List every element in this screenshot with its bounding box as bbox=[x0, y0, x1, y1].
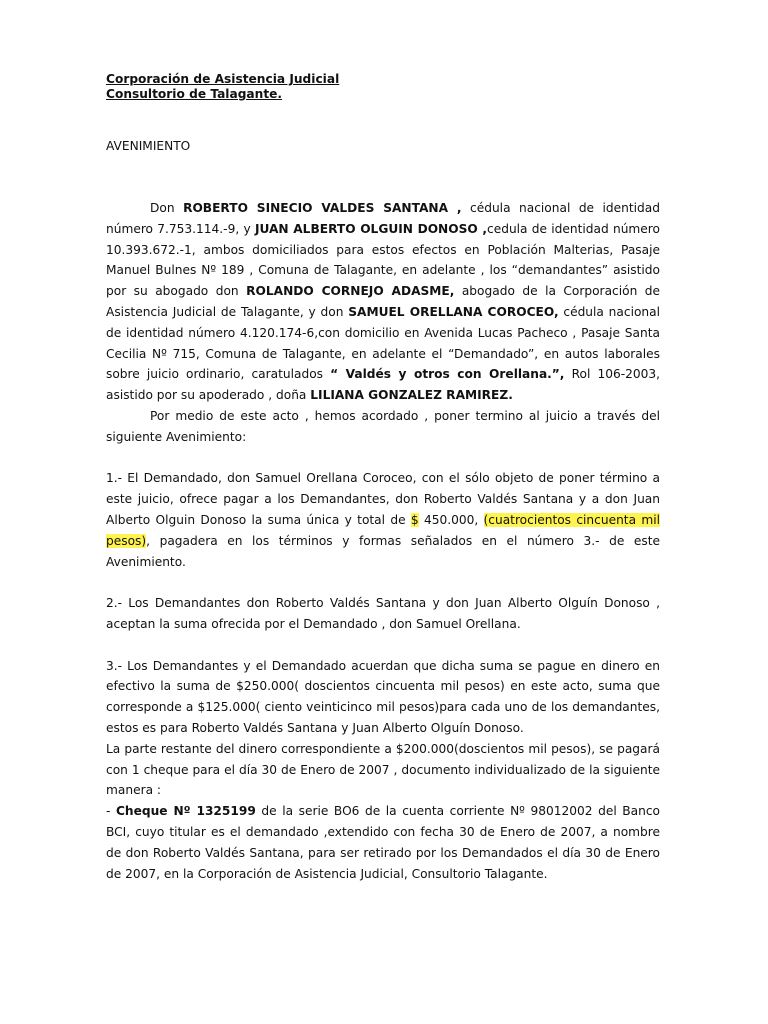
name-roberto: ROBERTO SINECIO VALDES SANTANA , bbox=[183, 201, 462, 215]
clause-3: 3.- Los Demandantes y el Demandado acuerdan que dicha suma se pague en dinero en efectivo la suma de $250.000( doscientos cincuenta mil pesos) en este acto, suma que corresponde a $125.000( ciento veinticinco mil pesos)para cada uno de los demandantes, estos es para Roberto Valdés Santana y Juan Alberto Olguín Donoso. bbox=[106, 658, 660, 735]
text-run: cedula de identidad número 10.393.672.-1, ambos domiciliados para estos efectos en Población Malterias, Pasaje Manuel Bulnes Nº 189 , Comuna de Talagante, en adelante , los “demandantes” asistido por su abogado don bbox=[106, 221, 660, 299]
name-juan: JUAN ALBERTO OLGUIN DONOSO , bbox=[254, 221, 488, 236]
paragraph-intro: Por medio de este acto , hemos acordado , poner termino al juicio a través del siguiente Avenimiento: bbox=[106, 408, 660, 444]
spacer bbox=[106, 448, 660, 469]
text-run: abogado de la Corporación de Asistencia Judicial de Talagante, y don bbox=[106, 284, 661, 319]
spacer bbox=[106, 635, 660, 656]
highlighted-text: $ bbox=[410, 512, 419, 527]
text-run: Don bbox=[150, 201, 184, 215]
text-run: Rol 106-2003, asistido por su apoderado , doña bbox=[106, 367, 661, 403]
text-run: cédula nacional de identidad número 7.753.114.-9, y bbox=[106, 201, 660, 236]
document-body bbox=[106, 198, 660, 884]
text-run: , pagadera en los términos y formas señalados en el número 3.- de este Avenimiento. bbox=[106, 533, 660, 569]
cheque-number: Cheque Nº 1325199 bbox=[115, 804, 256, 819]
text-run: - bbox=[106, 804, 116, 819]
name-liliana: LILIANA GONZALEZ RAMIREZ. bbox=[310, 388, 513, 403]
name-rolando: ROLANDO CORNEJO ADASME, bbox=[246, 284, 455, 299]
clause-1 bbox=[106, 468, 660, 572]
text-run: 1.- El Demandado, don Samuel Orellana Coroceo, con el sólo objeto de poner término a este juicio, ofrece pagar a los Demandantes, don Roberto Valdés Santana y a don Juan Alberto Olguin Donoso la suma única y total de bbox=[106, 471, 660, 527]
clause-2: 2.- Los Demandantes don Roberto Valdés Santana y don Juan Alberto Olguín Donoso , aceptan la suma ofrecida por el Demandado , don Samuel Orellana. bbox=[106, 596, 660, 631]
cheque-detail bbox=[106, 801, 660, 884]
header-organization: Corporación de Asistencia Judicial bbox=[106, 72, 340, 86]
document-title: AVENIMIENTO bbox=[106, 139, 191, 153]
paragraph-parties bbox=[106, 198, 660, 406]
text-run: de la serie BO6 de la cuenta corriente Nº 98012002 del Banco BCI, cuyo titular es el demandado ,extendido con fecha 30 de Enero de 2007, a nombre de don Roberto Valdés Santana, para ser retirado por los Demandados el día 30 de Enero de 2007, en la Corporación de Asistencia Judicial, Consultorio Talagante. bbox=[106, 804, 660, 881]
clause-3-remainder: La parte restante del dinero correspondiente a $200.000(doscientos mil pesos), se pagará con 1 cheque para el día 30 de Enero de 2007 , documento individualizado de la siguiente manera : bbox=[106, 741, 660, 798]
name-samuel: SAMUEL ORELLANA COROCEO, bbox=[348, 304, 559, 319]
case-caption: “ Valdés y otros con Orellana.”, bbox=[330, 367, 565, 382]
spacer bbox=[106, 572, 660, 593]
text-run: 450.000, bbox=[418, 512, 484, 527]
highlighted-text: (cuatrocientos cincuenta mil pesos) bbox=[106, 512, 660, 548]
text-run: cédula nacional de identidad número 4.120.174-6,con domicilio en Avenida Lucas Pacheco , Pasaje Santa Cecilia Nº 715, Comuna de Talagante, en adelante el “Demandado”, en autos laborales sobre juicio ordinario, caratulados bbox=[106, 304, 660, 382]
document-header bbox=[106, 72, 339, 102]
header-office: Consultorio de Talagante. bbox=[106, 87, 283, 101]
